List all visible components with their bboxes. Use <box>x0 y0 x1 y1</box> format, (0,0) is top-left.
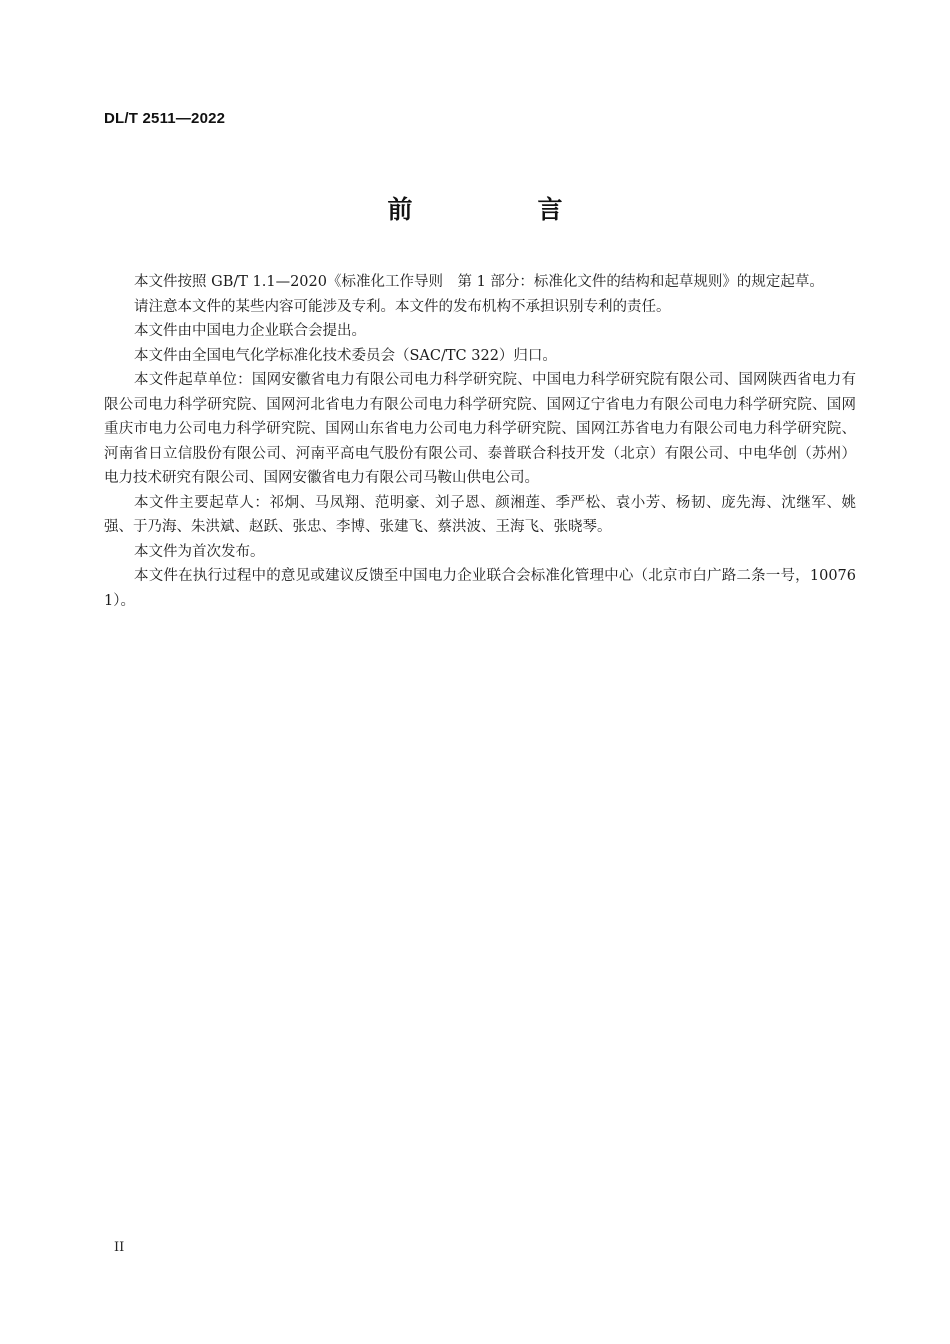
paragraph-feedback-contact: 本文件在执行过程中的意见或建议反馈至中国电力企业联合会标准化管理中心（北京市白广路二条一号，100761）。 <box>104 568 856 609</box>
paragraph-first-release: 本文件为首次发布。 <box>134 543 265 560</box>
paragraph-technical-committee: 本文件由全国电气化学标准化技术委员会（SAC/TC 322）归口。 <box>134 347 557 364</box>
paragraph-patent-notice: 请注意本文件的某些内容可能涉及专利。本文件的发布机构不承担识别专利的责任。 <box>134 298 671 315</box>
paragraph-proposer: 本文件由中国电力企业联合会提出。 <box>134 323 366 339</box>
foreword-body <box>104 270 856 613</box>
page-number: II <box>114 1240 125 1255</box>
paragraph-drafting-rules: 本文件按照 GB/T 1.1—2020《标准化工作导则 第 1 部分：标准化文件的结构和起草规则》的规定起草。 <box>134 274 824 290</box>
standard-code: DL/T 2511—2022 <box>104 110 226 127</box>
paragraph-drafting-organizations: 本文件起草单位：国网安徽省电力有限公司电力科学研究院、中国电力科学研究院有限公司、国网陕西省电力有限公司电力科学研究院、国网河北省电力有限公司电力科学研究院、国网辽宁省电力有限公司电力科学研究院、国网重庆市电力公司电力科学研究院、国网山东省电力公司电力科学研究院、国网江苏省电力有限公司电力科学研究院、河南省日立信股份有限公司、河南平高电气股份有限公司、泰普联合科技开发（北京）有限公司、中电华创（苏州）电力技术研究有限公司、国网安徽省电力有限公司马鞍山供电公司。 <box>104 372 856 486</box>
page-title: 前 言 <box>387 195 613 224</box>
paragraph-main-drafters: 本文件主要起草人：祁炯、马凤翔、范明豪、刘子恩、颜湘莲、季严松、袁小芳、杨韧、庞先海、沈继军、姚强、于乃海、朱洪斌、赵跃、张忠、李博、张建飞、蔡洪波、王海飞、张晓琴。 <box>104 494 856 535</box>
